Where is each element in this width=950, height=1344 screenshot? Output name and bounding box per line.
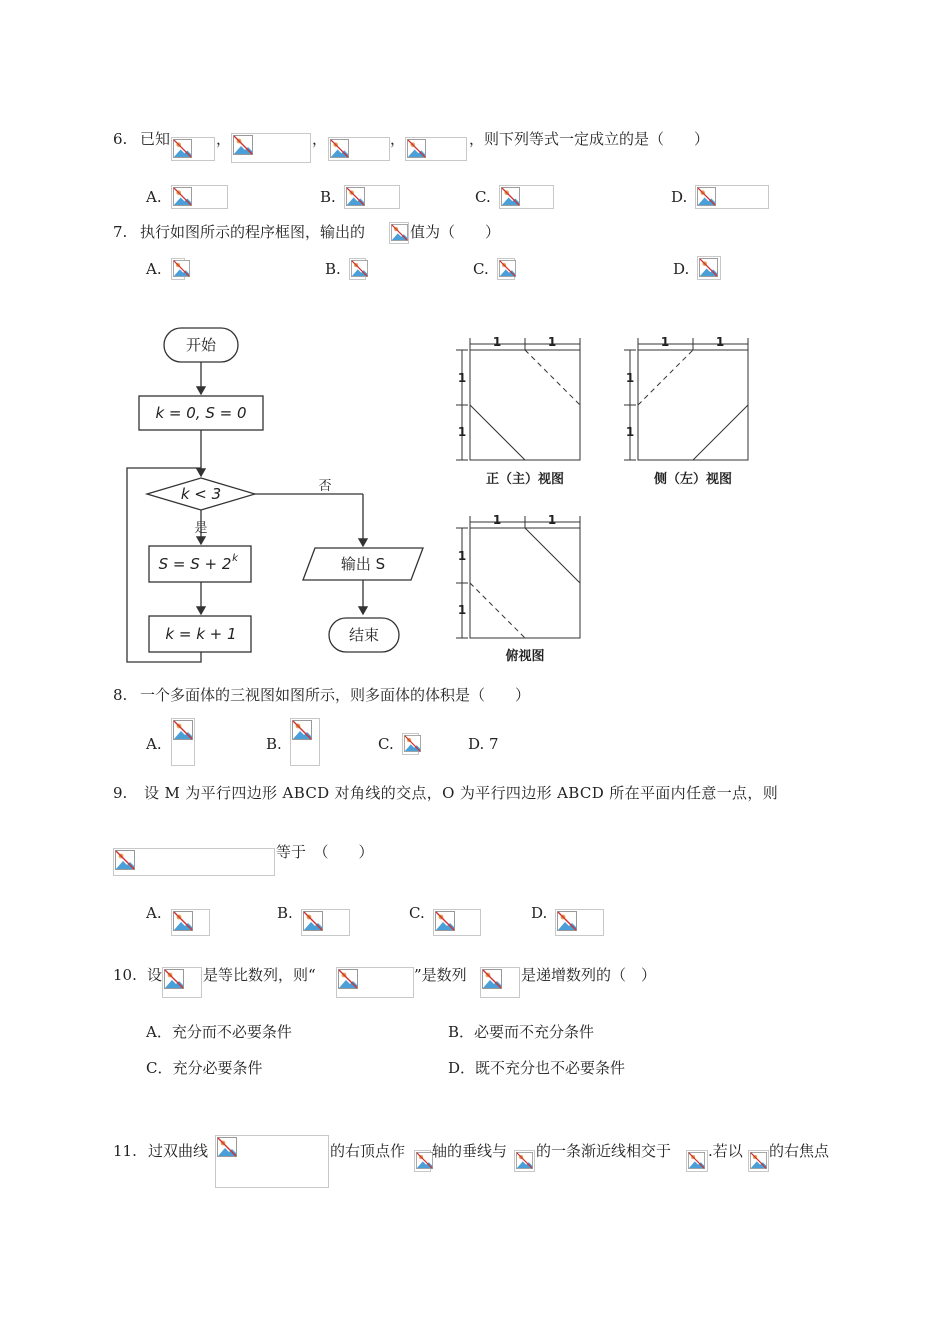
front-dim-left-1: 1: [457, 371, 467, 385]
side-dim-top-1: 1: [660, 335, 670, 349]
q11-p5: .若以: [708, 1142, 743, 1160]
q11-p1: 过双曲线: [148, 1142, 209, 1160]
flow-no-label: 否: [318, 479, 332, 494]
broken-image-icon: [171, 909, 210, 936]
front-view-square: [470, 350, 580, 460]
q8-option-b: B.: [266, 735, 282, 753]
q11-p3: 轴的垂线与: [432, 1142, 508, 1160]
q11-p4: 的一条渐近线相交于: [536, 1142, 672, 1160]
q6-option-b: B.: [320, 188, 336, 206]
front-dim-top-2: 1: [547, 335, 557, 349]
flow-end-label: 结束: [348, 626, 380, 644]
broken-image-icon: [389, 222, 409, 244]
broken-image-icon: [514, 1150, 535, 1172]
q11-p2: 的右顶点作: [330, 1142, 406, 1160]
top-dim-left-1: 1: [457, 549, 467, 563]
broken-image-icon: [555, 909, 604, 936]
flow-init-label: k = 0, S = 0: [155, 404, 247, 422]
top-dim-top-2: 1: [547, 513, 557, 527]
flow-yes-label: 是: [194, 521, 208, 536]
broken-image-icon: [344, 185, 400, 209]
q9-option-a: A.: [146, 904, 162, 922]
q7-option-c: C.: [473, 260, 489, 278]
q6-number: 6.: [113, 130, 128, 148]
q6-comma: ，: [216, 130, 232, 148]
q10-p3: ”是数列: [414, 966, 467, 984]
broken-image-icon: [402, 733, 419, 755]
q10-p1: 设: [147, 966, 163, 984]
q9-option-c: C.: [409, 904, 425, 922]
q11-number: 11.: [113, 1142, 137, 1160]
broken-image-icon: [695, 185, 769, 209]
q10-option-c: C．充分必要条件: [146, 1059, 263, 1077]
q9-text: 设 M 为平行四边形 ABCD 对角线的交点，O 为平行四边形 ABCD 所在平面内任意一点，则: [144, 784, 779, 802]
q10-option-b: B．必要而不充分条件: [448, 1023, 595, 1041]
top-dim-top-1: 1: [492, 513, 502, 527]
broken-image-icon: [497, 258, 515, 280]
q7-option-d: D.: [673, 260, 690, 278]
side-view-caption: 侧（左）视图: [653, 472, 733, 487]
q9-number: 9.: [113, 784, 128, 802]
broken-image-icon: [171, 258, 185, 280]
broken-image-icon: [697, 256, 721, 280]
q9-option-b: B.: [277, 904, 293, 922]
q6-comma: ，: [390, 130, 406, 148]
q7-option-a: A.: [146, 260, 162, 278]
broken-image-icon: [162, 967, 202, 998]
top-dim-left-2: 1: [457, 603, 467, 617]
q8-option-d: D. 7: [468, 735, 499, 753]
flow-start-label: 开始: [185, 336, 217, 354]
top-view-caption: 俯视图: [505, 649, 545, 664]
q9-option-d: D.: [531, 904, 548, 922]
broken-image-icon: [349, 258, 366, 280]
q6-option-d: D.: [671, 188, 688, 206]
broken-image-icon: [113, 848, 275, 876]
q7-option-b: B.: [325, 260, 341, 278]
q6-suffix: ，则下列等式一定成立的是（ ）: [469, 130, 710, 148]
broken-image-icon: [480, 967, 520, 998]
broken-image-icon: [231, 133, 311, 163]
q8-number: 8.: [113, 686, 128, 704]
broken-image-icon: [499, 185, 554, 209]
q9-suffix: 等于 （ ）: [276, 843, 374, 861]
broken-image-icon: [748, 1150, 769, 1172]
broken-image-icon: [171, 718, 195, 766]
q11-p6: 的右焦点: [769, 1142, 830, 1160]
flow-update-s-sup: k: [232, 553, 238, 564]
side-dim-top-2: 1: [715, 335, 725, 349]
q10-option-d: D．既不充分也不必要条件: [448, 1059, 626, 1077]
flow-output-label: 输出 S: [340, 555, 386, 573]
top-view-square: [470, 528, 580, 638]
q10-p2: 是等比数列，则“: [203, 966, 316, 984]
q7-prefix: 执行如图所示的程序框图，输出的: [140, 223, 366, 241]
broken-image-icon: [301, 909, 350, 936]
broken-image-icon: [171, 185, 228, 209]
flowchart: [115, 318, 435, 668]
q8-option-c: C.: [378, 735, 394, 753]
broken-image-icon: [290, 718, 320, 766]
q10-number: 10.: [113, 966, 137, 984]
broken-image-icon: [171, 137, 215, 161]
q6-comma: ，: [312, 130, 328, 148]
q6-prefix: 已知: [140, 130, 171, 148]
q6-option-a: A.: [146, 188, 162, 206]
side-dim-left-2: 1: [625, 425, 635, 439]
broken-image-icon: [414, 1150, 431, 1172]
broken-image-icon: [336, 967, 414, 998]
front-view-caption: 正（主）视图: [485, 472, 565, 487]
q7-suffix: 值为（ ）: [410, 223, 501, 241]
q10-p4: 是递增数列的（ ）: [521, 966, 657, 984]
flow-cond-label: k < 3: [180, 485, 222, 503]
q8-option-a: A.: [146, 735, 162, 753]
q7-number: 7.: [113, 223, 128, 241]
front-dim-top-1: 1: [492, 335, 502, 349]
side-view-square: [638, 350, 748, 460]
broken-image-icon: [433, 909, 481, 936]
front-dim-left-2: 1: [457, 425, 467, 439]
broken-image-icon: [328, 137, 390, 161]
q10-option-a: A．充分而不必要条件: [146, 1023, 292, 1041]
broken-image-icon: [215, 1135, 329, 1188]
flow-update-k-label: k = k + 1: [165, 625, 237, 643]
q6-option-c: C.: [475, 188, 491, 206]
flow-update-s-label: S = S + 2: [158, 555, 232, 573]
side-dim-left-1: 1: [625, 371, 635, 385]
q8-text: 一个多面体的三视图如图所示，则多面体的体积是（ ）: [140, 686, 531, 704]
broken-image-icon: [405, 137, 467, 161]
three-views: [450, 330, 760, 670]
broken-image-icon: [686, 1150, 708, 1172]
